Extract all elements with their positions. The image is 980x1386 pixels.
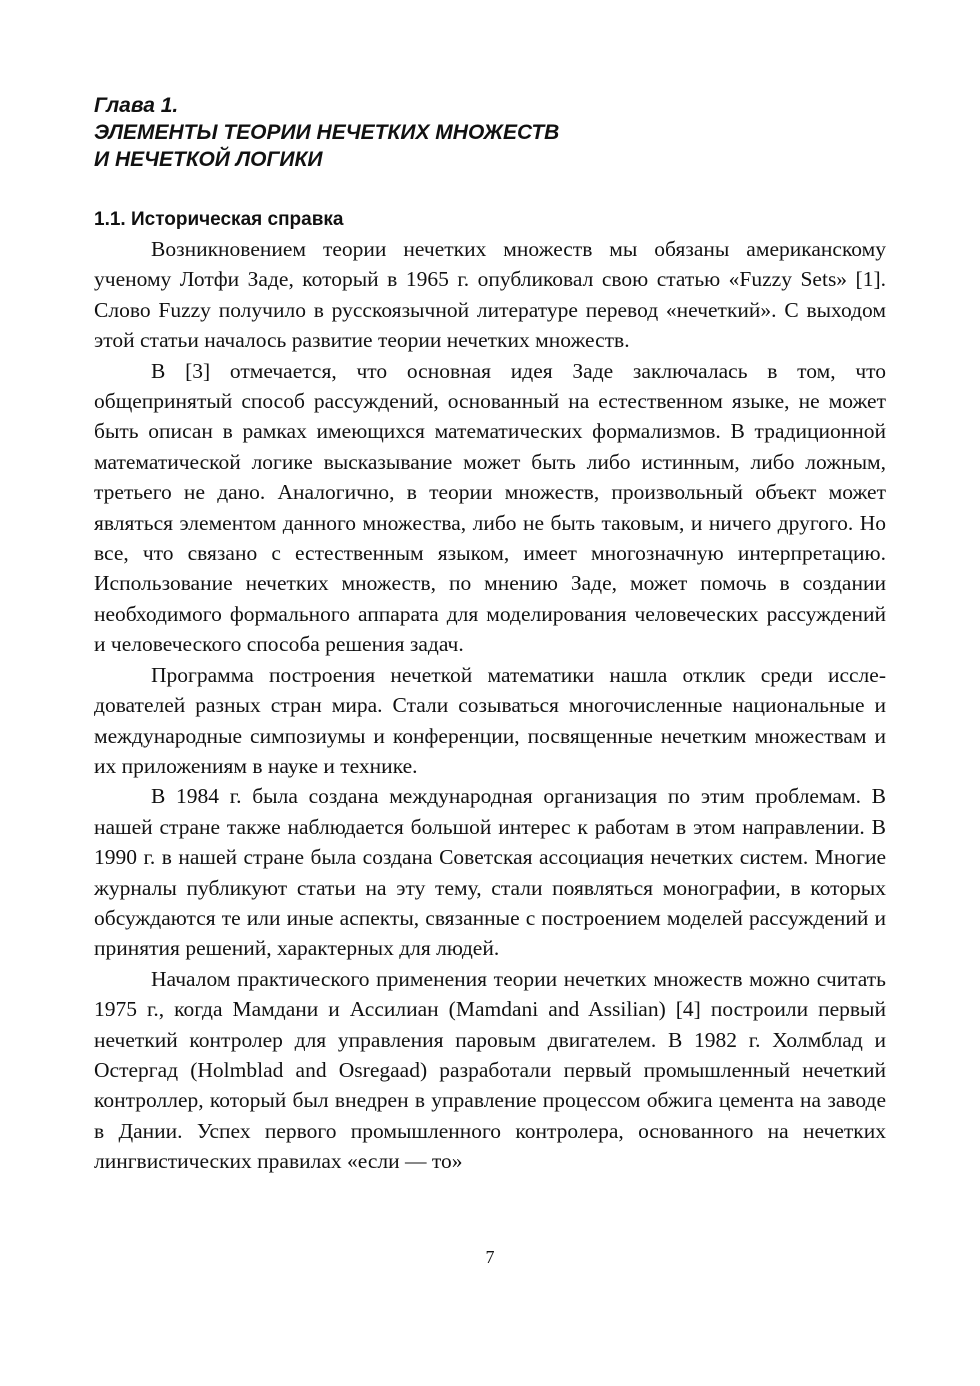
chapter-title-line-1: ЭЛЕМЕНТЫ ТЕОРИИ НЕЧЕТКИХ МНОЖЕСТВ (94, 121, 560, 144)
section-heading: 1.1. Историческая справка (94, 209, 344, 230)
chapter-number: Глава 1. (94, 94, 179, 117)
chapter-heading (94, 92, 894, 173)
paragraph-2: В [3] отмечается, что основная идея Заде заключалась в том, что общепринятый способ рассуждений, основанный на естественном языке, не может быть описан в рамках имеющихся математических формализмов. В традиционной математической логике высказывание может быть либо истинным, либо ложным, третьего не дано. Аналогично, в теории множеств, произвольный объект может являться элементом данного множества, либо не быть таковым, и ничего другого. Но все, что связано с естественным языком, имеет многозначную интерпретацию. Использование нечетких множеств, по мнению Заде, может помочь в создании необходимого формального аппарата для моделирования человеческих рассуждений и человеческого способа решения задач. (94, 358, 886, 657)
paragraph-3: Программа построения нечеткой математики нашла отклик среди исследователей разных стран мира. Стали созываться многочисленные национальные и международные симпозиумы и конференции, посвященные нечетким множествам и их приложениям в науке и технике. (94, 662, 886, 778)
body-text (94, 234, 886, 1177)
page-number: 7 (485, 1247, 495, 1267)
paragraph-1: Возникновением теории нечетких множеств мы обязаны американскому ученому Лотфи Заде, который в 1965 г. опубликовал свою статью «Fuzzy Sets» [1]. Слово Fuzzy получило в русскоязычной литературе перевод «нечеткий». С выходом этой статьи началось развитие теории нечетких множеств. (94, 237, 886, 353)
paragraph-4: В 1984 г. была создана международная организация по этим проблемам. В нашей стране также наблюдается большой интерес к работам в этом направлении. В 1990 г. в нашей стране была создана Советская ассоциация нечетких систем. Многие журналы публикуют статьи на эту тему, стали появляться монографии, в которых обсуждаются те или иные аспекты, связанные с построением моделей рассуждений и принятия решений, характерных для людей. (94, 784, 886, 961)
paragraph-5: Началом практического применения теории нечетких множеств можно считать 1975 г., когда Мамдани и Ассилиан (Mamdani and Assilian) [4] построили первый нечеткий контролер для управления паровым двигателем. В 1982 г. Холмблад и Остергад (Holmblad and Osregaad) разработали первый промышленный нечеткий контроллер, который был внедрен в управление процессом обжига цемента на заводе в Дании. Успех первого промышленного контролера, основанного на нечетких лингвистических правилах «если — то» (94, 966, 886, 1174)
chapter-title-line-2: И НЕЧЕТКОЙ ЛОГИКИ (94, 148, 323, 171)
